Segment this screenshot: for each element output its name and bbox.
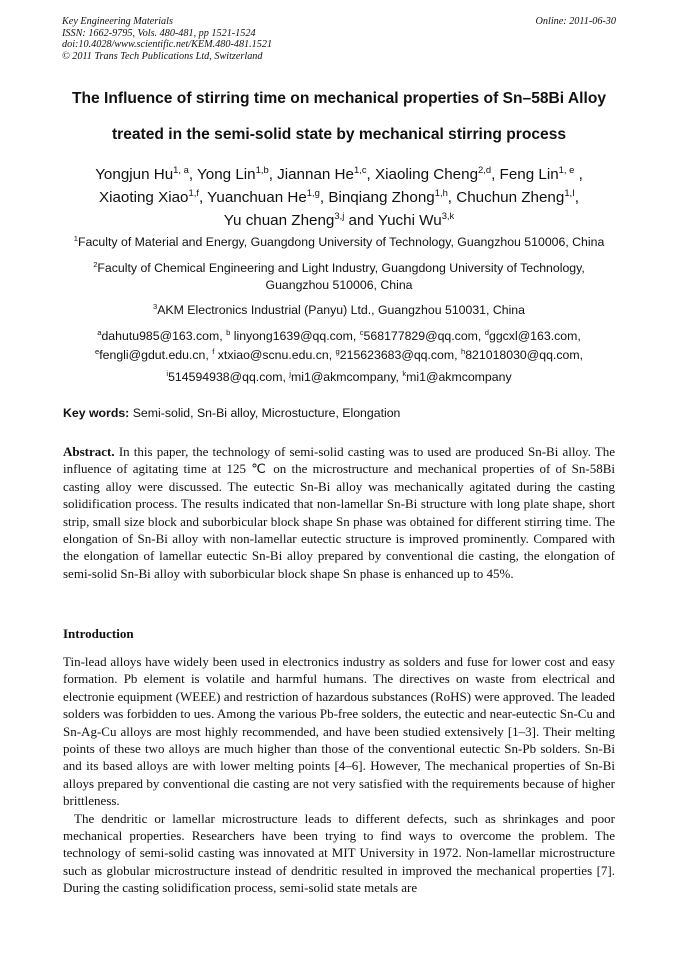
email-list-2: $^i$514594938@qq.com, $^j$mi1@akmcompany, $^k$mi1@akmcompany [166,368,512,384]
author: Xiaoting Xiao$^{1,f}$, [98,186,208,206]
email-d[interactable]: ggcxl@163.com [488,329,578,343]
paragraph: Tin-lead alloys have widely been used in electronics industry as solders and fuse for lower cost and easy formation. Pb element is volatile and harmful humans. The directives on waste from electrical and electronie equipment (WEEE) and restriction of hazardous substances (RoHS) were approved. The leaded solders was forbidden to ues. Among the various Pb-free solders, the eutectic and near-eutectic Sn-Cu and Sn-Ag-Cu alloys are most highly recommended, and have been studied extensively [1–3]. Their melting points of these two alloys are much higher than those of the conventional eutectic Sn-Pb solders. Sn-Bi and its based alloys are with lower melting points [4–6]. However, The mechanical properties of Sn-Bi alloys prepared by conventional die casting are not very satisfied with the requirements because of higher brittleness. [63,654,615,809]
section-heading-introduction: Introduction [63,626,134,641]
abstract [63,443,615,582]
email-f[interactable]: xtxiao@scnu.edu.cn [217,348,329,362]
copyright-line: © 2011 Trans Tech Publications Ltd, Switzerland [62,50,263,62]
paper-title-line-2: treated in the semi-solid state by mechanical stirring process [111,126,567,143]
author: Xiaoling Cheng$^{2,d}$, [375,163,500,183]
email-c[interactable]: 568177829@qq.com [363,329,478,343]
online-date: Online: 2011-06-30 [535,16,616,27]
author-list [40,163,638,232]
email-h[interactable]: 821018030@qq.com [465,348,580,362]
journal-header [62,16,616,62]
author: Yongjun Hu$^{1, a}$, [95,163,198,183]
issn-line: ISSN: 1662-9795, Vols. 480-481, pp 1521-1524 [62,27,256,39]
keywords-text: Semi-solid, Sn-Bi alloy, Microstucture, Elongation [132,406,401,420]
journal-name: Key Engineering Materials [62,16,173,27]
author: Yuanchuan He$^{1,g}$, [207,186,329,206]
email-i[interactable]: 514594938@qq.com [168,370,283,384]
paper-title-line-1: The Influence of stirring time on mechanical properties of Sn–58Bi Alloy [71,90,607,107]
keywords-label: Key words: [63,406,130,420]
doi-line[interactable]: doi:10.4028/www.scientific.net/KEM.480-481.1521 [62,39,273,50]
author: Binqiang Zhong$^{1,h}$, [328,186,457,206]
email-b[interactable]: linyong1639@qq.com [233,329,353,343]
email-a[interactable]: dahutu985@163.com [101,329,220,343]
author: Jiannan He$^{1,c}$, [277,163,375,183]
affiliation-1: $^1$Faculty of Material and Energy, Guangdong University of Technology, Guangzhou 510006, China [73,233,605,249]
affiliation-2: $^2$Faculty of Chemical Engineering and Light Industry, Guangdong University of Technology, Guangzhou 510006, China [93,259,585,292]
abstract-text: In this paper, the technology of semi-solid casting was to used are produced Sn-Bi alloy. The influence of agitating time at 125 ℃ on the microstructure and mechanical properties of of Sn-58Bi casting alloy were discussed. The eutectic Sn-Bi alloy was mechanically agitated during the casting solidification process. The results indicated that non-lamellar Sn-Bi structure with long plate shape, short strip, small size block and suborbicular block shape Sn phase was obtained for different stirring time. The elongation of Sn-Bi alloy with non-lamellar eutectic structure is improved prominently. Compared with the elongation of lamellar eutectic Sn-Bi alloy prepared by conventional die casting, the elongation of semi-solid Sn-Bi alloy with suborbicular block shape Sn phase is enhanced up to 45%. [63,444,616,581]
author: Feng Lin$^{1, e}$ , [499,163,583,183]
email-list: $^a$dahutu985@163.com, $^b$ linyong1639@qq.com, $^c$568177829@qq.com, $^d$ggcxl@163.com, $^e$fengli@gdut.edu.cn, $^f$ xtxiao@scnu.edu.cn, $^g$215623683@qq.com, $^h$821018030@qq.com, [95,327,583,362]
author: Chuchun Zheng$^{1,I}$, [456,186,580,206]
paragraph: The dendritic or lamellar microstructure leads to different defects, such as shrinkages and poor mechanical properties. Researchers have been trying to find ways to overcome the problem. The technology of semi-solid casting was innovated at MIT University in 1972. Non-lamellar microstructure such as globular microstructure instead of dendritic resulted in improved the mechanical properties [7]. During the casting solidification process, semi-solid state metals are [63,810,615,896]
introduction-body [63,653,615,897]
author: Yuchi Wu$^{3,k}$ [377,209,455,229]
abstract-label: Abstract. [63,444,115,459]
affiliation-3: $^3$AKM Electronics Industrial (Panyu) Ltd., Guangzhou 510031, China [153,301,525,317]
email-e[interactable]: fengli@gdut.edu.cn [99,348,206,362]
author: Yu chuan Zheng$^{3,j}$ and [223,209,378,229]
author: Yong Lin$^{1,b}$, [197,163,278,183]
email-k[interactable]: mi1@akmcompany [406,370,512,384]
keywords [63,406,618,420]
email-g[interactable]: 215623683@qq.com [339,348,455,362]
email-j[interactable]: mi1@akmcompany [291,370,396,384]
